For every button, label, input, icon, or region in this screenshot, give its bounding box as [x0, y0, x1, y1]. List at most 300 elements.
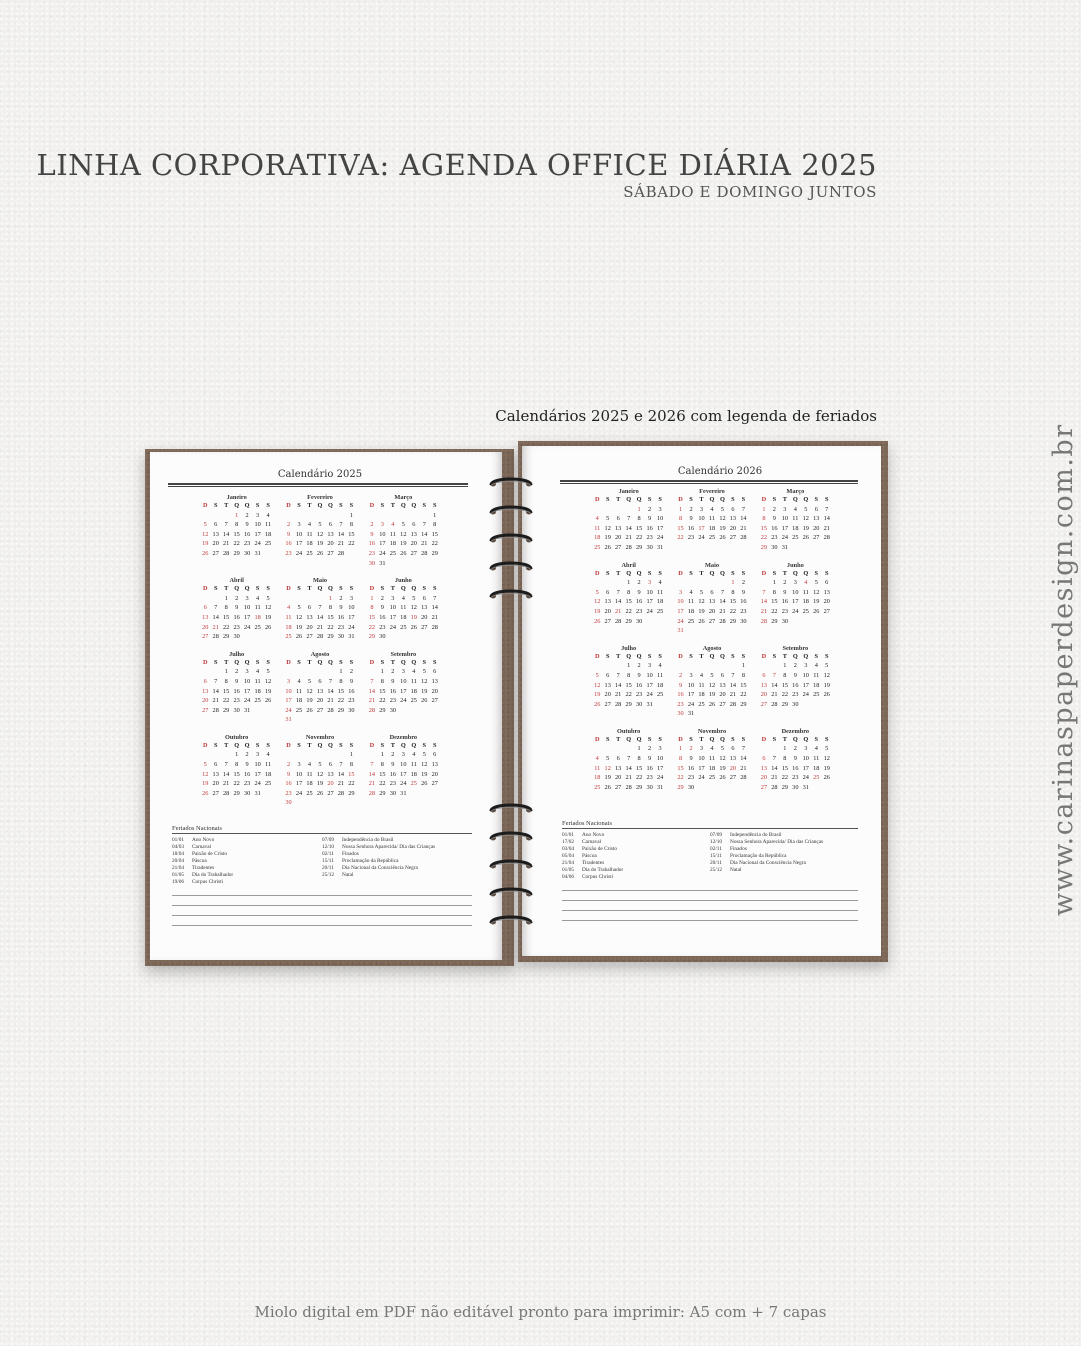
day-cell: 21 — [729, 691, 737, 699]
day-cell: 10 — [698, 515, 705, 523]
day-cell: 17 — [802, 681, 809, 689]
day-cell: 6 — [606, 671, 610, 679]
day-cell: 19 — [264, 613, 272, 621]
month-name: Dezembro — [389, 733, 418, 741]
day-cell: 26 — [604, 783, 611, 791]
empty-cell — [304, 511, 314, 521]
weekday-header: S — [266, 502, 270, 509]
day-cell: 8 — [224, 604, 228, 612]
day-cell: 8 — [627, 671, 631, 679]
day-cell: 9 — [286, 530, 291, 538]
day-cell: 1 — [349, 511, 353, 519]
empty-cell — [315, 667, 325, 677]
day-cell: 24 — [646, 691, 653, 699]
empty-cell — [717, 661, 727, 671]
day-cell: 31 — [379, 559, 386, 567]
weekday-header: T — [307, 658, 312, 666]
day-cell: 26 — [264, 623, 272, 631]
weekday-header: Q — [317, 502, 323, 509]
day-cell: 2 — [235, 668, 239, 676]
day-cell: 3 — [297, 521, 301, 529]
day-cell: 22 — [348, 540, 355, 548]
holiday-name: Corpus Christi — [582, 874, 614, 880]
weekday-header: T — [224, 502, 229, 509]
empty-cell — [210, 750, 220, 760]
day-cell: 16 — [792, 764, 799, 772]
weekday-header: D — [369, 585, 375, 593]
weekday-header: S — [658, 569, 662, 577]
holiday-name: Ano Novo — [192, 837, 215, 843]
day-cell: 11 — [410, 761, 417, 769]
day-cell: 28 — [421, 549, 428, 557]
weekday-header: D — [594, 569, 600, 577]
day-cell: 20 — [729, 764, 737, 772]
month-março — [759, 488, 832, 553]
month-name: Janeiro — [618, 488, 639, 495]
day-cell: 30 — [379, 633, 386, 641]
day-cell: 11 — [306, 530, 313, 538]
weekday-header: T — [699, 569, 704, 577]
day-cell: 12 — [295, 613, 303, 621]
empty-cell — [592, 744, 602, 754]
day-cell: 15 — [223, 687, 230, 695]
weekday-header: D — [286, 741, 291, 749]
weekday-header: S — [349, 502, 354, 509]
day-cell: 31 — [687, 710, 695, 718]
day-cell: 1 — [380, 668, 384, 676]
day-cell: 15 — [337, 687, 345, 695]
empty-cell — [759, 661, 769, 671]
holiday-name: Paixão de Cristo — [192, 851, 228, 857]
day-cell: 20 — [421, 613, 428, 621]
day-cell: 12 — [802, 515, 809, 523]
weekday-header: S — [297, 658, 301, 666]
day-cell: 2 — [370, 521, 374, 529]
day-cell: 12 — [594, 681, 601, 689]
weekday-header: S — [380, 658, 385, 666]
day-cell: 14 — [740, 515, 747, 523]
day-cell: 21 — [327, 697, 334, 705]
day-cell: 30 — [792, 700, 799, 708]
day-cell: 1 — [627, 662, 631, 670]
day-cell: 10 — [254, 761, 261, 769]
day-cell: 12 — [264, 604, 272, 612]
day-cell: 26 — [719, 534, 726, 542]
day-cell: 20 — [431, 687, 438, 695]
day-cell: 1 — [224, 668, 228, 676]
day-cell: 10 — [243, 677, 251, 685]
day-cell: 8 — [741, 671, 745, 679]
day-cell: 16 — [285, 780, 292, 788]
empty-cell — [696, 661, 706, 671]
day-cell: 14 — [760, 598, 768, 606]
day-cell: 16 — [379, 613, 386, 621]
day-cell: 29 — [740, 700, 747, 708]
weekday-header: T — [699, 652, 704, 660]
day-cell: 21 — [719, 607, 726, 615]
holiday-row — [710, 846, 858, 853]
day-cell: 13 — [823, 588, 830, 596]
day-cell: 14 — [337, 530, 345, 538]
holiday-name: Carnaval — [582, 839, 602, 845]
holidays-list — [172, 837, 472, 886]
weekday-header: D — [678, 735, 683, 743]
day-cell: 26 — [400, 549, 407, 557]
month-março — [367, 494, 440, 568]
weekday-header: S — [647, 569, 652, 577]
day-cell: 30 — [348, 706, 355, 714]
weekday-header: S — [772, 496, 777, 503]
day-cell: 30 — [792, 783, 799, 791]
day-cell: 20 — [327, 540, 334, 548]
holiday-row — [562, 860, 710, 867]
day-cell: 17 — [698, 764, 705, 772]
weekday-header: S — [605, 652, 610, 660]
day-grid — [283, 658, 356, 725]
day-cell: 2 — [648, 505, 652, 513]
weekday-header: S — [772, 735, 777, 743]
month-name: Abril — [229, 577, 244, 585]
day-cell: 12 — [823, 755, 830, 763]
day-cell: 2 — [783, 579, 787, 587]
day-cell: 24 — [687, 700, 695, 708]
holiday-name: Dia Nacional da Consciência Negra — [342, 865, 418, 871]
empty-cell — [686, 578, 696, 588]
day-cell: 18 — [656, 598, 664, 606]
day-cell: 19 — [316, 780, 324, 788]
day-cell: 13 — [202, 613, 209, 621]
day-cell: 24 — [254, 540, 261, 548]
weekday-header: Q — [803, 735, 809, 743]
day-cell: 6 — [412, 521, 416, 529]
day-cell: 9 — [245, 521, 249, 529]
holiday-date: 03/04 — [562, 846, 575, 852]
day-cell: 9 — [349, 677, 353, 685]
day-cell: 19 — [421, 687, 428, 695]
day-cell: 10 — [295, 530, 303, 538]
holiday-name: Proclamação da República — [342, 858, 399, 864]
weekday-header: D — [202, 585, 208, 593]
weekday-header: Q — [803, 652, 809, 660]
day-cell: 13 — [327, 770, 334, 778]
day-cell: 20 — [604, 607, 611, 615]
weekday-header: S — [647, 652, 652, 660]
day-cell: 11 — [813, 671, 820, 679]
day-cell: 19 — [594, 691, 601, 699]
day-cell: 12 — [604, 764, 611, 772]
empty-cell — [315, 594, 325, 604]
day-cell: 8 — [349, 761, 353, 769]
holidays-rule — [562, 828, 858, 829]
day-cell: 22 — [379, 780, 386, 788]
day-grid — [200, 658, 273, 716]
day-cell: 13 — [306, 613, 313, 621]
empty-cell — [294, 667, 304, 677]
day-cell: 25 — [254, 697, 261, 705]
day-cell: 16 — [368, 540, 376, 548]
day-cell: 2 — [689, 505, 693, 513]
note-line — [562, 920, 858, 921]
title-rule — [560, 480, 858, 482]
day-cell: 24 — [802, 691, 809, 699]
weekday-header: D — [761, 652, 767, 660]
day-cell: 2 — [637, 662, 641, 670]
weekday-header: S — [266, 658, 270, 666]
weekday-header: T — [616, 735, 621, 743]
day-cell: 28 — [771, 700, 778, 708]
day-cell: 25 — [594, 783, 601, 791]
day-cell: 22 — [635, 774, 643, 782]
day-cell: 27 — [604, 700, 611, 708]
weekday-header: T — [616, 496, 621, 503]
day-cell: 7 — [825, 505, 829, 513]
day-cell: 18 — [285, 623, 292, 631]
month-janeiro — [592, 488, 665, 553]
day-cell: 6 — [762, 755, 766, 763]
day-cell: 28 — [615, 617, 622, 625]
empty-cell — [304, 750, 314, 760]
weekday-header: S — [605, 735, 610, 743]
day-cell: 25 — [813, 691, 820, 699]
weekday-header: Q — [411, 585, 417, 593]
holiday-date: 02/11 — [710, 846, 722, 852]
binding-ring — [487, 914, 535, 928]
weekday-header: S — [339, 585, 343, 593]
day-cell: 15 — [729, 598, 737, 606]
holiday-date: 21/04 — [172, 865, 185, 871]
day-cell: 16 — [233, 687, 240, 695]
day-cell: 13 — [729, 515, 737, 523]
day-cell: 20 — [615, 774, 622, 782]
holiday-row — [172, 858, 322, 865]
day-cell: 14 — [327, 687, 334, 695]
day-cell: 13 — [760, 764, 768, 772]
day-cell: 30 — [233, 706, 240, 714]
weekday-header: Q — [234, 741, 240, 749]
holiday-date: 18/04 — [172, 851, 185, 857]
day-cell: 14 — [615, 598, 622, 606]
day-cell: 17 — [802, 764, 809, 772]
weekday-header: Q — [317, 741, 323, 749]
weekday-header: D — [678, 652, 683, 660]
weekday-header: Q — [244, 502, 250, 509]
day-cell: 29 — [233, 549, 240, 557]
day-cell: 5 — [606, 515, 610, 523]
day-cell: 15 — [781, 681, 788, 689]
day-cell: 12 — [264, 677, 272, 685]
holidays-column — [562, 832, 710, 881]
day-cell: 18 — [400, 613, 407, 621]
day-cell: 9 — [637, 588, 641, 596]
holiday-name: Proclamação da República — [730, 853, 787, 859]
weekday-header: Q — [328, 585, 333, 593]
day-cell: 17 — [379, 540, 386, 548]
day-cell: 16 — [389, 687, 396, 695]
day-cell: 6 — [814, 505, 818, 513]
empty-cell — [769, 744, 779, 754]
day-cell: 25 — [656, 607, 664, 615]
day-cell: 19 — [316, 540, 324, 548]
day-cell: 27 — [719, 700, 726, 708]
day-cell: 22 — [233, 540, 240, 548]
day-cell: 29 — [781, 700, 788, 708]
holiday-name: Dia do Trabalhador — [192, 872, 234, 878]
month-abril — [200, 577, 273, 642]
weekday-header: D — [202, 658, 208, 666]
day-cell: 3 — [401, 668, 405, 676]
day-cell: 31 — [656, 783, 664, 791]
day-cell: 17 — [400, 687, 407, 695]
holiday-row — [562, 867, 710, 874]
day-cell: 9 — [339, 604, 343, 612]
day-cell: 12 — [316, 530, 324, 538]
empty-cell — [613, 661, 623, 671]
day-cell: 16 — [646, 764, 653, 772]
weekday-header: Q — [636, 652, 642, 660]
day-cell: 26 — [813, 607, 820, 615]
day-cell: 10 — [698, 755, 705, 763]
day-cell: 22 — [625, 607, 632, 615]
day-cell: 5 — [266, 594, 270, 602]
holiday-row — [322, 858, 472, 865]
day-cell: 9 — [648, 755, 652, 763]
weekday-header: Q — [720, 652, 725, 660]
day-cell: 20 — [202, 697, 209, 705]
weekday-header: S — [824, 496, 829, 503]
holiday-row — [710, 832, 858, 839]
day-cell: 30 — [368, 559, 376, 567]
weekday-header: T — [782, 735, 787, 743]
day-cell: 7 — [370, 677, 374, 685]
day-cell: 25 — [410, 697, 417, 705]
day-cell: 5 — [422, 668, 426, 676]
day-cell: 30 — [781, 617, 788, 625]
day-cell: 1 — [380, 751, 384, 759]
month-julho — [200, 651, 273, 725]
holiday-date: 01/05 — [562, 867, 575, 873]
day-cell: 4 — [814, 662, 818, 670]
day-cell: 13 — [760, 681, 768, 689]
day-cell: 17 — [243, 613, 251, 621]
day-cell: 18 — [410, 770, 417, 778]
day-cell: 24 — [348, 623, 355, 631]
month-name: Junho — [394, 577, 412, 585]
day-cell: 31 — [677, 627, 684, 635]
day-cell: 20 — [708, 607, 716, 615]
day-cell: 1 — [328, 594, 333, 602]
day-cell: 26 — [421, 780, 428, 788]
day-cell: 2 — [286, 761, 291, 769]
empty-cell — [283, 511, 293, 521]
day-cell: 22 — [337, 697, 345, 705]
day-cell: 13 — [431, 761, 438, 769]
month-novembro — [675, 728, 748, 793]
day-cell: 18 — [295, 697, 303, 705]
weekday-header: Q — [400, 658, 406, 666]
day-cell: 29 — [368, 633, 376, 641]
day-cell: 1 — [637, 745, 641, 753]
day-cell: 5 — [203, 761, 207, 769]
day-cell: 23 — [687, 774, 695, 782]
day-cell: 7 — [339, 761, 343, 769]
holiday-date: 17/02 — [562, 839, 575, 845]
day-cell: 27 — [421, 623, 428, 631]
day-cell: 16 — [781, 598, 788, 606]
empty-cell — [294, 750, 304, 760]
weekday-header: S — [658, 652, 662, 660]
weekday-header: S — [266, 741, 270, 749]
day-grid — [592, 495, 665, 553]
holidays-title: Feriados Nacionais — [562, 820, 613, 827]
day-cell: 19 — [708, 691, 716, 699]
weekday-header: D — [594, 496, 600, 503]
holiday-date: 04/06 — [562, 874, 575, 880]
day-cell: 10 — [677, 598, 684, 606]
day-cell: 23 — [233, 623, 240, 631]
empty-cell — [696, 578, 706, 588]
day-cell: 31 — [802, 783, 809, 791]
empty-cell — [200, 667, 210, 677]
month-name: Fevereiro — [699, 488, 725, 495]
day-cell: 18 — [792, 524, 799, 532]
holiday-date: 15/11 — [710, 853, 722, 859]
day-cell: 20 — [431, 770, 438, 778]
day-cell: 14 — [212, 687, 219, 695]
day-cell: 30 — [646, 543, 653, 551]
day-cell: 30 — [635, 617, 643, 625]
day-cell: 28 — [431, 623, 438, 631]
weekday-header: Q — [626, 652, 632, 660]
day-cell: 1 — [224, 594, 228, 602]
day-cell: 1 — [783, 745, 787, 753]
weekday-header: T — [616, 569, 621, 577]
weekday-header: S — [432, 585, 437, 593]
month-abril — [592, 562, 665, 636]
day-cell: 11 — [306, 770, 313, 778]
weekday-header: D — [761, 569, 767, 577]
weekday-header: S — [422, 502, 427, 509]
day-cell: 23 — [792, 691, 799, 699]
weekday-header: T — [390, 658, 395, 666]
day-cell: 21 — [431, 613, 438, 621]
day-cell: 8 — [380, 677, 384, 685]
day-cell: 9 — [245, 761, 249, 769]
day-cell: 8 — [370, 604, 374, 612]
weekday-header: S — [213, 658, 218, 666]
weekday-header: S — [432, 741, 437, 749]
empty-cell — [686, 661, 696, 671]
day-cell: 25 — [656, 691, 664, 699]
day-cell: 17 — [285, 697, 292, 705]
day-cell: 15 — [625, 598, 632, 606]
day-cell: 26 — [708, 700, 716, 708]
day-cell: 13 — [212, 770, 219, 778]
weekday-header: Q — [328, 741, 333, 749]
day-cell: 24 — [254, 780, 261, 788]
day-cell: 14 — [368, 687, 376, 695]
day-cell: 3 — [256, 751, 260, 759]
holidays-title: Feriados Nacionais — [172, 825, 223, 832]
day-cell: 18 — [306, 780, 313, 788]
day-cell: 8 — [433, 521, 437, 529]
day-grid — [759, 735, 832, 793]
day-cell: 23 — [646, 774, 653, 782]
day-cell: 10 — [295, 770, 303, 778]
day-cell: 26 — [823, 774, 830, 782]
day-cell: 1 — [370, 594, 374, 602]
day-cell: 28 — [615, 700, 622, 708]
note-line — [562, 900, 858, 901]
